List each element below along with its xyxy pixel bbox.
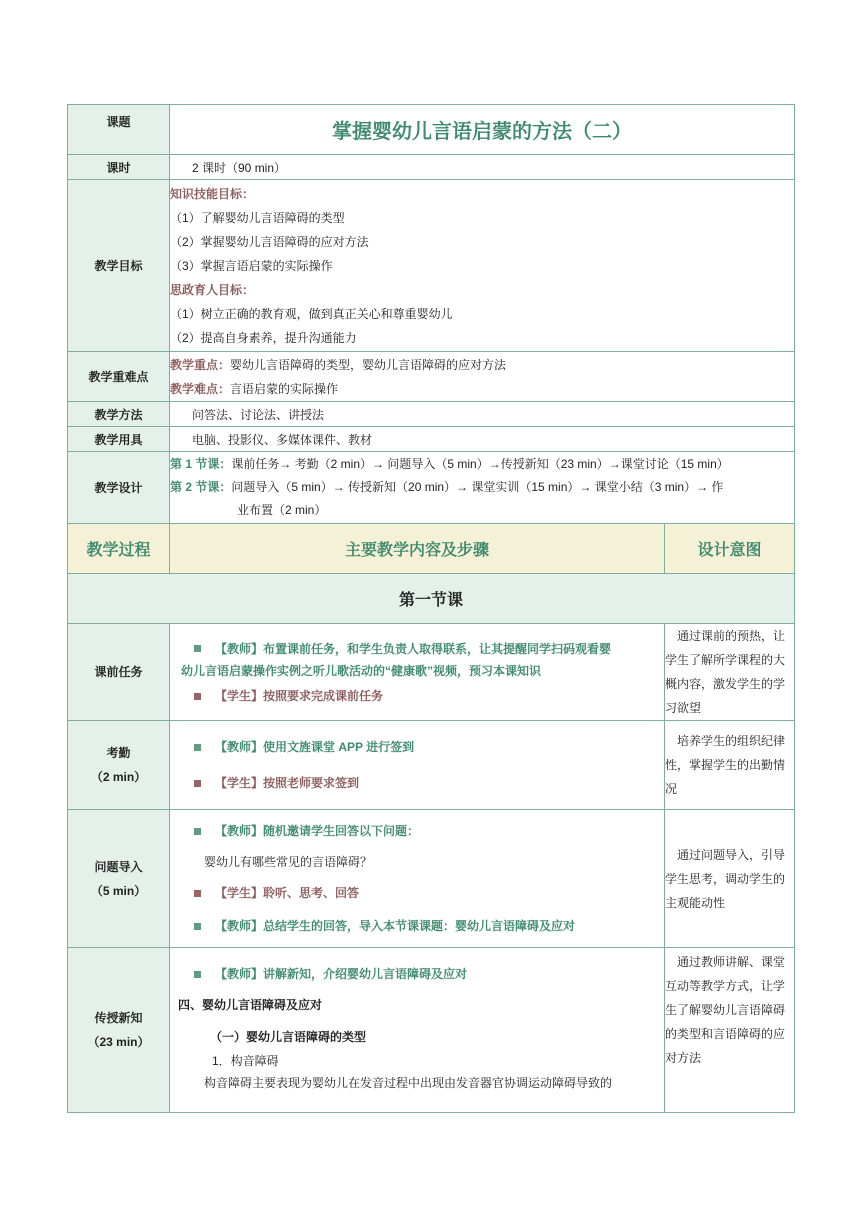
bullet-square-icon [194,890,201,897]
methods-value: 问答法、讨论法、讲授法 [170,402,795,427]
new-knowledge-row [68,948,795,1113]
attendance-row [68,721,795,810]
question-intent: 通过问题导入，引导学生思考，调动学生的主观能动性 [665,810,795,948]
lesson1-text: 课前任务→ 考勤（2 min）→ 问题导入（5 min）→传授新知（23 min）→课堂讨论（15 min） [231,457,729,471]
key-text: 婴幼儿言语障碍的类型，婴幼儿言语障碍的应对方法 [230,357,507,372]
content-col-header: 主要教学内容及步骤 [170,524,665,574]
methods-label: 教学方法 [68,402,170,427]
bullet-square-icon [194,971,201,978]
lesson-title: 掌握婴幼儿言语启蒙的方法（二） [170,105,795,155]
objectives-label: 教学目标 [68,180,170,352]
knowledge-item: （1）了解婴幼儿言语障碍的类型 [170,210,345,225]
knowledge-item: （3）掌握言语启蒙的实际操作 [170,258,333,273]
bullet-square-icon [194,780,201,787]
objectives-row [68,180,795,352]
list-item: 【学生】按照老师要求签到 [190,773,656,793]
key-points-label: 教学重难点 [68,352,170,402]
item-heading-1: 1．构音障碍 [212,1054,279,1068]
key-points-row [68,352,795,402]
new-knowledge-label: 传授新知 （23 min） [68,948,170,1113]
section-heading-4: 四、婴幼儿言语障碍及应对 [178,998,323,1012]
difficult-heading: 教学难点： [170,381,231,396]
bullet-square-icon [194,923,201,930]
lesson2-text: 问题导入（5 min）→ 传授新知（20 min）→ 课堂实训（15 min）→ 课堂小结（3 min）→ 作 [231,480,724,494]
hours-label: 课时 [68,155,170,180]
section-row [68,574,795,624]
section-title: 第一节课 [68,574,795,624]
hours-value: 2 课时（90 min） [170,155,795,180]
key-heading: 教学重点： [170,357,231,372]
lesson-plan-table [67,104,795,1113]
title-row [68,105,795,155]
hours-row [68,155,795,180]
list-item: 【学生】聆听、思考、回答 [190,883,656,903]
bullet-square-icon [194,693,201,700]
pre-task-label: 课前任务 [68,624,170,721]
methods-row [68,402,795,427]
attendance-intent: 培养学生的组织纪律性，掌握学生的出勤情况 [665,721,795,810]
list-item: 【教师】总结学生的回答，导入本节课课题：婴幼儿言语障碍及应对 [190,916,656,936]
bullet-square-icon [194,828,201,835]
list-item: 【教师】随机邀请学生回答以下问题： [190,821,656,841]
attendance-content [170,721,665,810]
question-text: 婴幼儿有哪些常见的言语障碍？ [204,855,373,869]
new-knowledge-intent: 通过教师讲解、课堂互动等教学方式，让学生了解婴幼儿言语障碍的类型和言语障碍的应对方法 [665,948,795,1113]
lesson2-continuation: 业布置（2 min） [237,503,327,517]
list-item: 【教师】讲解新知，介绍婴幼儿言语障碍及应对 [190,964,656,984]
tools-value: 电脑、投影仪、多媒体课件、教材 [170,427,795,452]
difficult-text: 言语启蒙的实际操作 [230,381,339,396]
ideology-item: （1）树立正确的教育观，做到真正关心和尊重婴幼儿 [170,306,453,321]
key-points-content [170,352,795,402]
lesson2-heading: 第 2 节课： [170,480,232,494]
design-content [170,452,795,524]
objectives-content [170,180,795,352]
design-row [68,452,795,524]
question-row [68,810,795,948]
subsection-heading-1: （一）婴幼儿言语障碍的类型 [210,1030,367,1044]
process-col-header: 教学过程 [68,524,170,574]
ideology-heading: 思政育人目标： [170,282,255,297]
ideology-item: （2）提高自身素养，提升沟通能力 [170,330,357,345]
intent-col-header: 设计意图 [665,524,795,574]
pre-task-content [170,624,665,721]
attendance-label: 考勤 （2 min） [68,721,170,810]
tools-row [68,427,795,452]
tools-label: 教学用具 [68,427,170,452]
title-label: 课题 [68,105,170,155]
lesson1-heading: 第 1 节课： [170,457,232,471]
new-knowledge-content [170,948,665,1113]
knowledge-heading: 知识技能目标： [170,186,255,201]
list-item: 【教师】使用文旌课堂 APP 进行签到 [190,737,656,757]
question-content [170,810,665,948]
bullet-square-icon [194,645,201,652]
bullet-square-icon [194,744,201,751]
knowledge-item: （2）掌握婴幼儿言语障碍的应对方法 [170,234,369,249]
pre-task-intent: 通过课前的预热，让学生了解所学课程的大概内容，激发学生的学习欲望 [665,624,795,721]
question-label: 问题导入 （5 min） [68,810,170,948]
design-label: 教学设计 [68,452,170,524]
list-item: 【教师】布置课前任务，和学生负责人取得联系，让其提醒同学扫码观看婴 幼儿言语启蒙操作实例之听儿歌活动的“健康歌”视频，预习本课知识 [181,642,612,678]
process-header-row [68,524,795,574]
pre-task-row [68,624,795,721]
list-item: 【学生】按照要求完成课前任务 [190,686,656,706]
item-text-1: 构音障碍主要表现为婴幼儿在发音过程中出现由发音器官协调运动障碍导致的 [204,1076,613,1090]
